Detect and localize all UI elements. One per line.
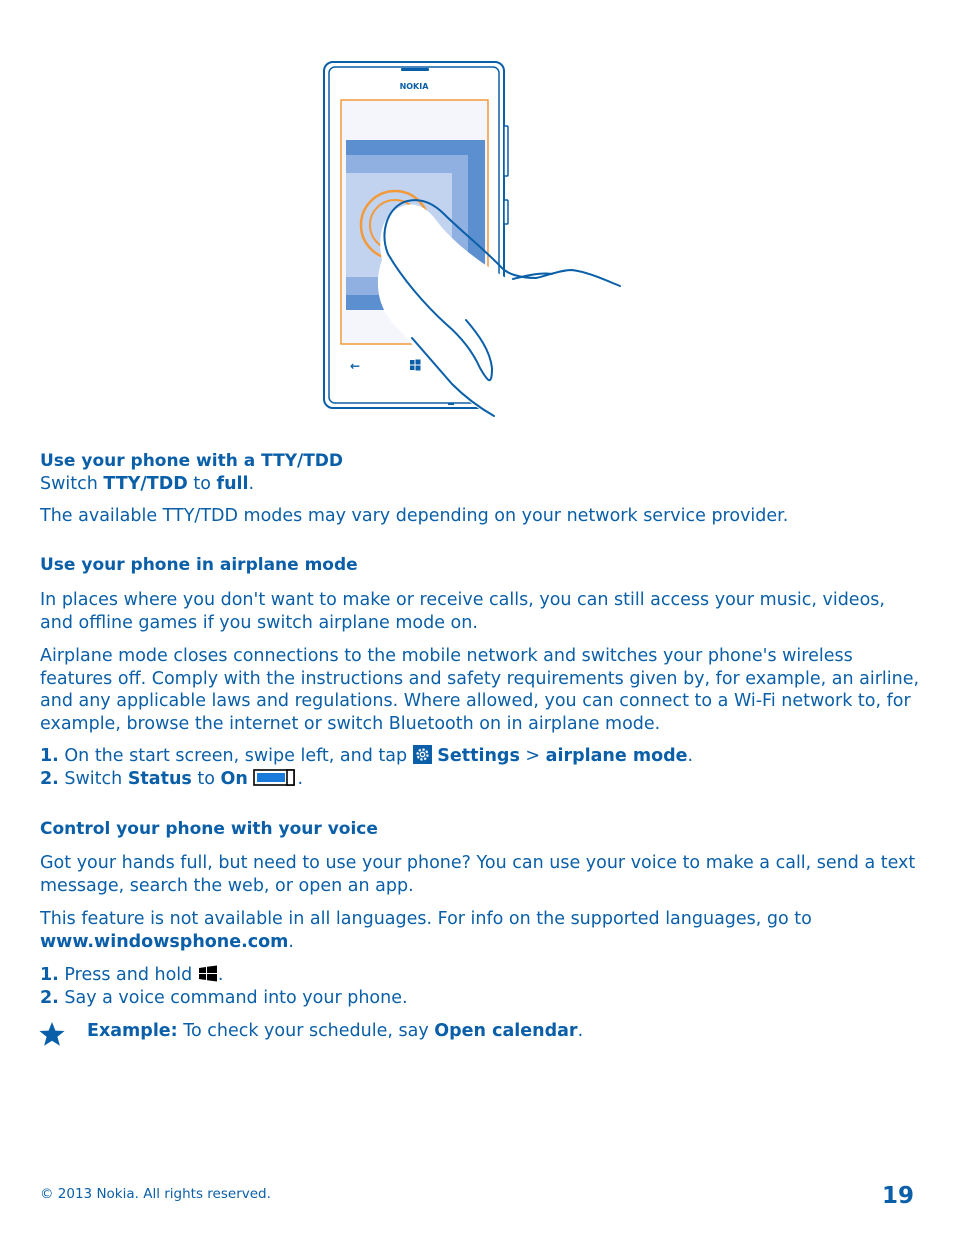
on-label: On <box>220 769 248 789</box>
copyright-footer: © 2013 Nokia. All rights reserved. <box>40 1186 271 1202</box>
star-icon <box>38 1021 66 1047</box>
airplane-heading: Use your phone in airplane mode <box>40 555 358 575</box>
toggle-on-icon <box>253 768 297 787</box>
page-number: 19 <box>881 1183 914 1209</box>
tty-note: The available TTY/TDD modes may vary depending on your network service provider. <box>40 506 789 526</box>
airplane-para-2: Airplane mode closes connections to the mobile network and switches your phone's wireless features off. Comply with the instructions and safety requirements given by, for example, an airline, and any applicable laws and regulations. Where allowed, you can connect to a Wi-Fi network to, for example, browse the internet or switch Bluetooth on in airplane mode. <box>40 646 920 734</box>
voice-step-1: 1. Press and hold . <box>40 965 224 985</box>
airplane-step-1: 1. On the start screen, swipe left, and tap Settings > airplane mode. <box>40 746 694 766</box>
voice-para-2: This feature is not available in all languages. For info on the supported languages, go to www.windowsphone.com. <box>40 909 812 952</box>
voice-step-2: 2. Say a voice command into your phone. <box>40 988 408 1008</box>
svg-text:←: ← <box>349 359 361 373</box>
phone-tap-illustration <box>320 58 630 420</box>
airplane-step-2: 2. Switch Status to On . <box>40 769 304 789</box>
open-calendar-command: Open calendar <box>434 1021 578 1041</box>
airplane-mode-label: airplane mode <box>545 746 688 766</box>
settings-label: Settings <box>437 746 520 766</box>
settings-gear-icon <box>413 745 432 764</box>
example-note: Example: To check your schedule, say Open calendar. <box>87 1021 584 1041</box>
status-label: Status <box>127 769 192 789</box>
example-label: Example: <box>87 1021 178 1041</box>
voice-heading: Control your phone with your voice <box>40 819 378 839</box>
nokia-logo: NOKIA <box>399 82 429 91</box>
windowsphone-link[interactable]: www.windowsphone.com <box>40 931 289 952</box>
windows-key-icon <box>198 965 218 983</box>
airplane-para-1: In places where you don't want to make or receive calls, you can still access your music, videos, and offline games if you switch airplane mode on. <box>40 590 885 633</box>
tty-setting-name: TTY/TDD <box>103 474 188 494</box>
voice-para-1: Got your hands full, but need to use your phone? You can use your voice to make a call, send a text message, search the web, or open an app. <box>40 853 916 896</box>
tty-full-value: full <box>216 474 249 494</box>
tty-instruction: Switch TTY/TDD to full. <box>40 474 255 494</box>
tty-heading: Use your phone with a TTY/TDD <box>40 451 344 471</box>
